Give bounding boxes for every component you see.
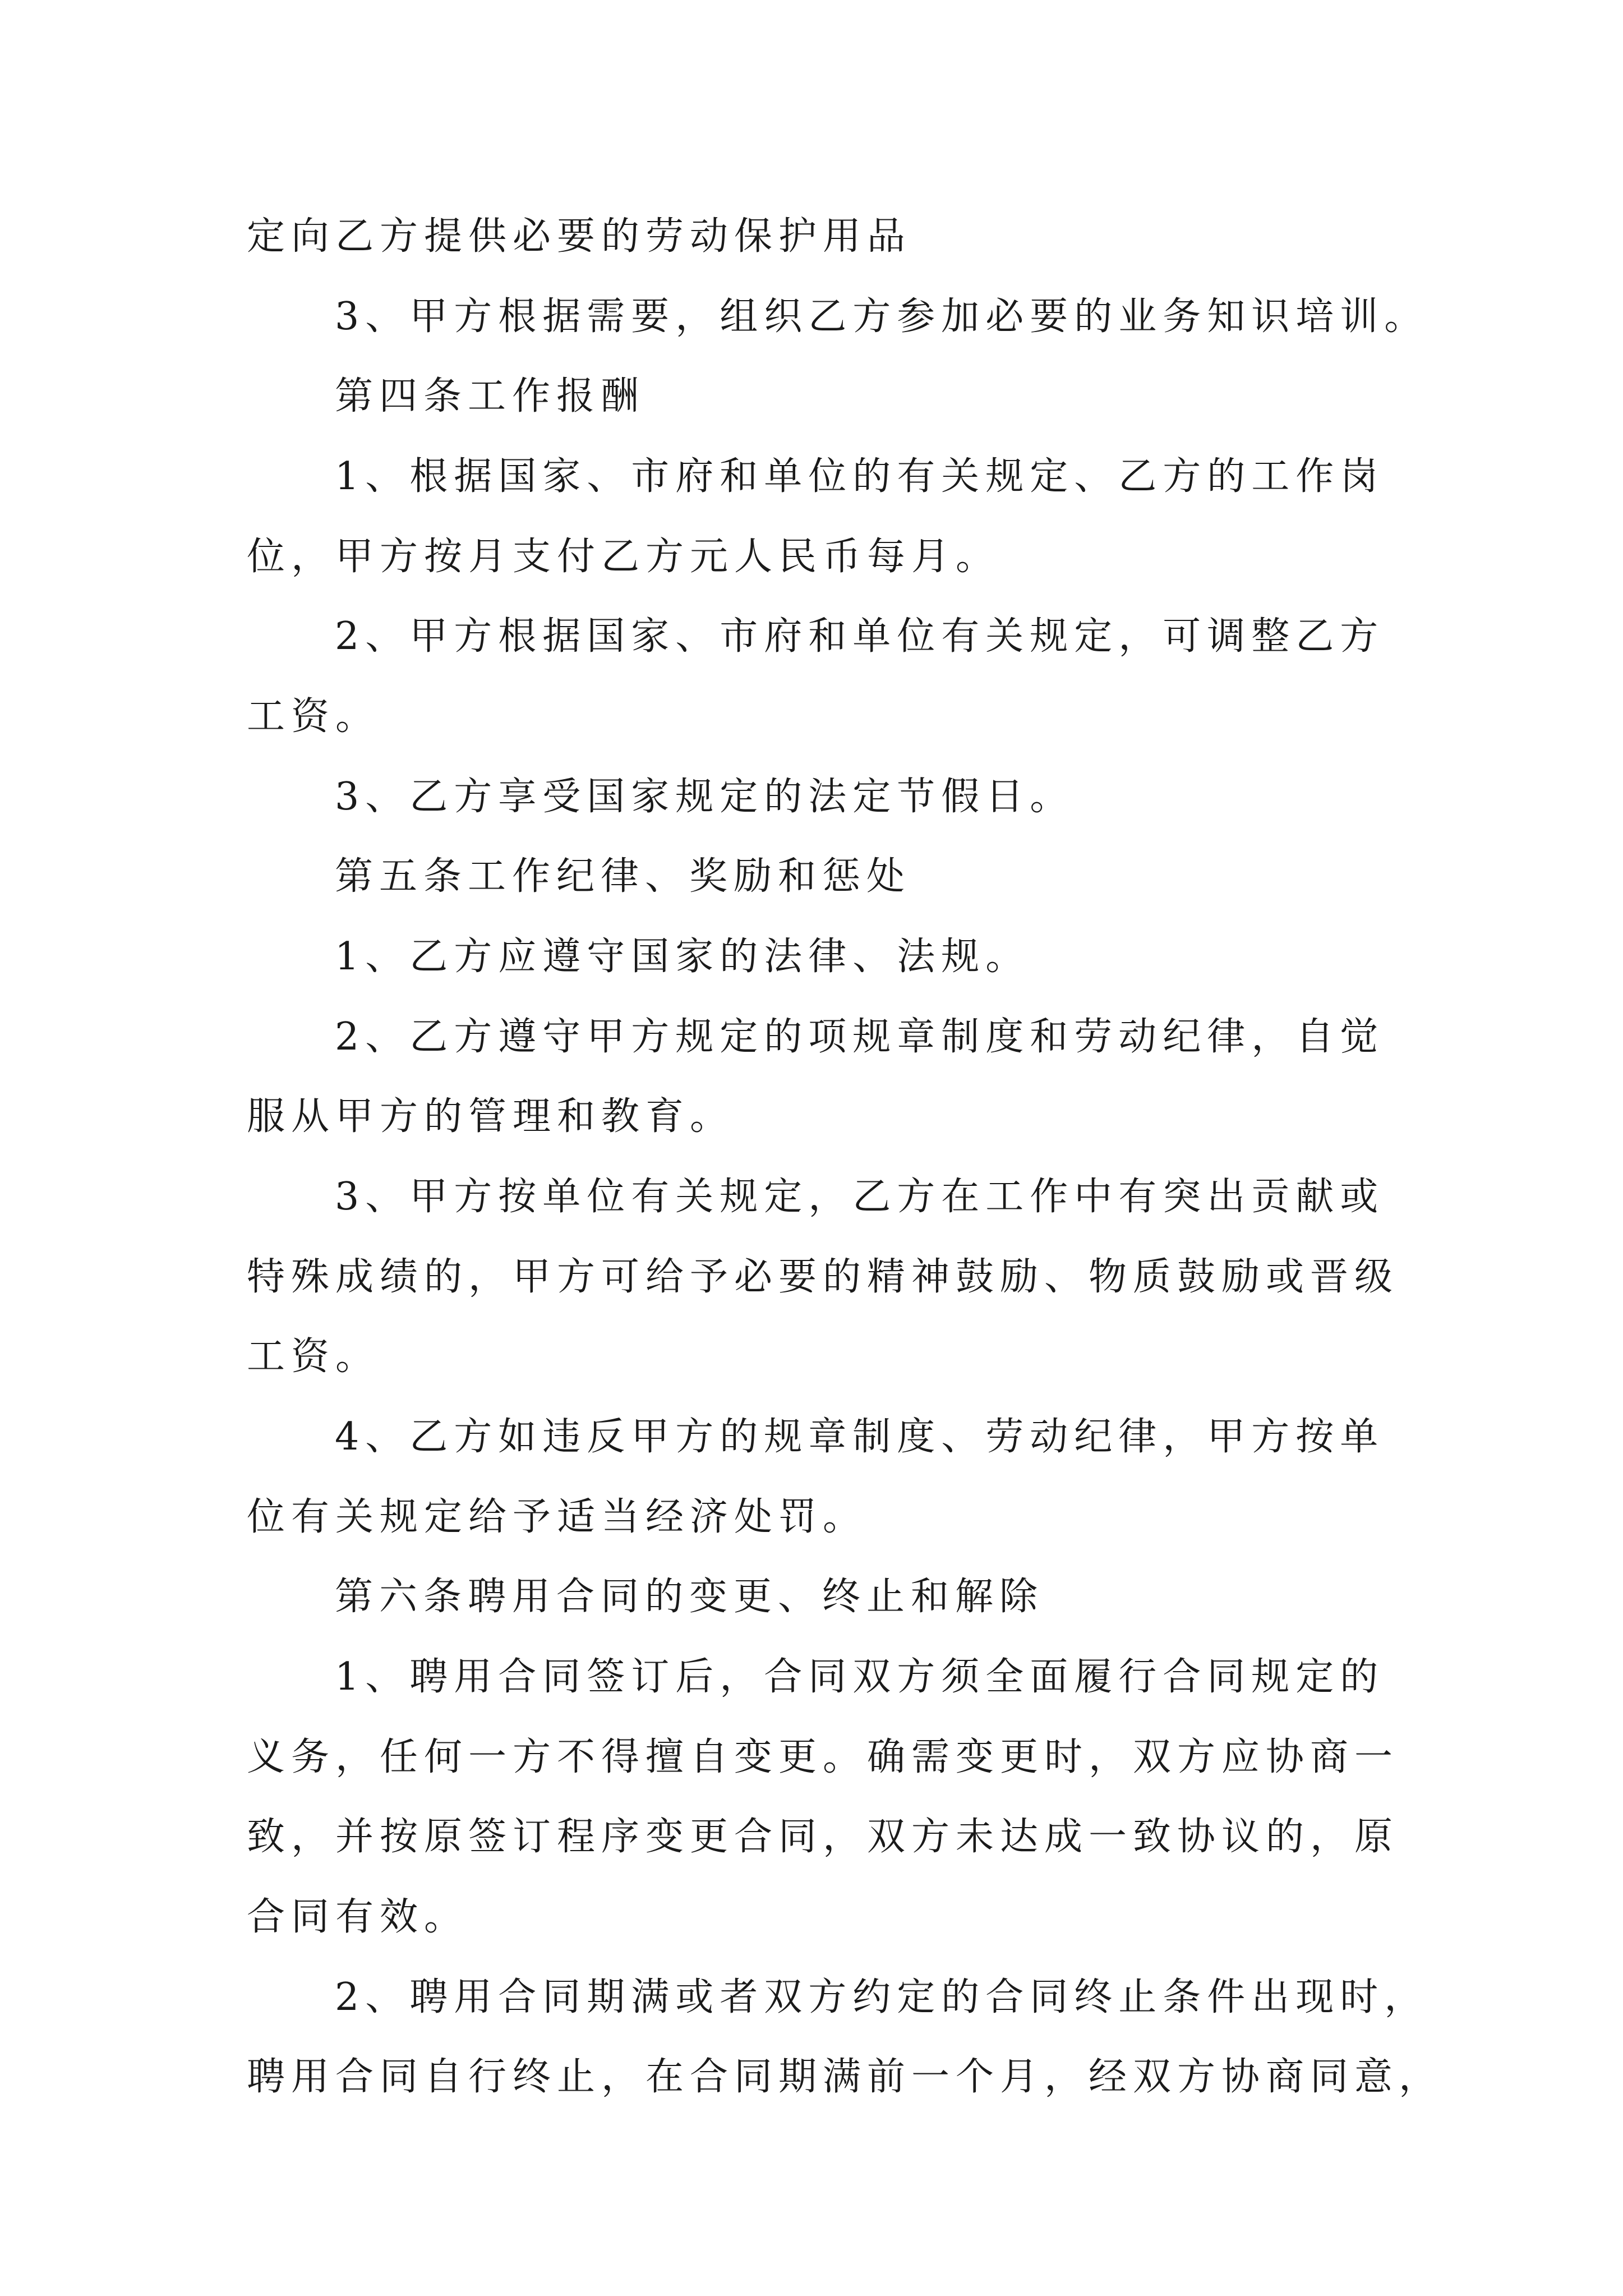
text-line: 义务，任何一方不得擅自变更。确需变更时，双方应协商一	[247, 1735, 1399, 1779]
text-line: 2、甲方根据国家、市府和单位有关规定，可调整乙方	[335, 614, 1385, 659]
text-line: 聘用合同自行终止，在合同期满前一个月，经双方协商同意，	[247, 2055, 1444, 2099]
text-line: 定向乙方提供必要的劳动保护用品	[247, 214, 912, 259]
text-line: 4、乙方如违反甲方的规章制度、劳动纪律，甲方按单	[335, 1415, 1385, 1459]
text-line: 特殊成绩的，甲方可给予必要的精神鼓励、物质鼓励或晋级	[247, 1255, 1399, 1299]
section-heading: 第四条工作报酬	[335, 374, 645, 418]
text-line: 2、乙方遵守甲方规定的项规章制度和劳动纪律，自觉	[335, 1015, 1385, 1059]
text-line: 3、乙方享受国家规定的法定节假日。	[335, 775, 1075, 819]
text-line: 服从甲方的管理和教育。	[247, 1094, 735, 1139]
section-heading: 第五条工作纪律、奖励和惩处	[335, 854, 911, 899]
text-line: 位，甲方按月支付乙方元人民币每月。	[247, 535, 1000, 579]
text-line: 位有关规定给予适当经济处罚。	[247, 1495, 868, 1539]
text-line: 工资。	[247, 694, 380, 739]
text-line: 1、聘用合同签订后，合同双方须全面履行合同规定的	[335, 1655, 1385, 1699]
text-line: 1、根据国家、市府和单位的有关规定、乙方的工作岗	[335, 454, 1385, 499]
text-line: 致，并按原签订程序变更合同，双方未达成一致协议的，原	[247, 1815, 1399, 1859]
text-line: 3、甲方按单位有关规定，乙方在工作中有突出贡献或	[335, 1175, 1385, 1219]
text-line: 3、甲方根据需要，组织乙方参加必要的业务知识培训。	[335, 295, 1429, 339]
text-line: 合同有效。	[247, 1895, 469, 1939]
text-line: 1、乙方应遵守国家的法律、法规。	[335, 935, 1030, 979]
section-heading: 第六条聘用合同的变更、终止和解除	[335, 1575, 1044, 1619]
text-line: 工资。	[247, 1335, 380, 1379]
text-line: 2、聘用合同期满或者双方约定的合同终止条件出现时，	[335, 1975, 1429, 2019]
